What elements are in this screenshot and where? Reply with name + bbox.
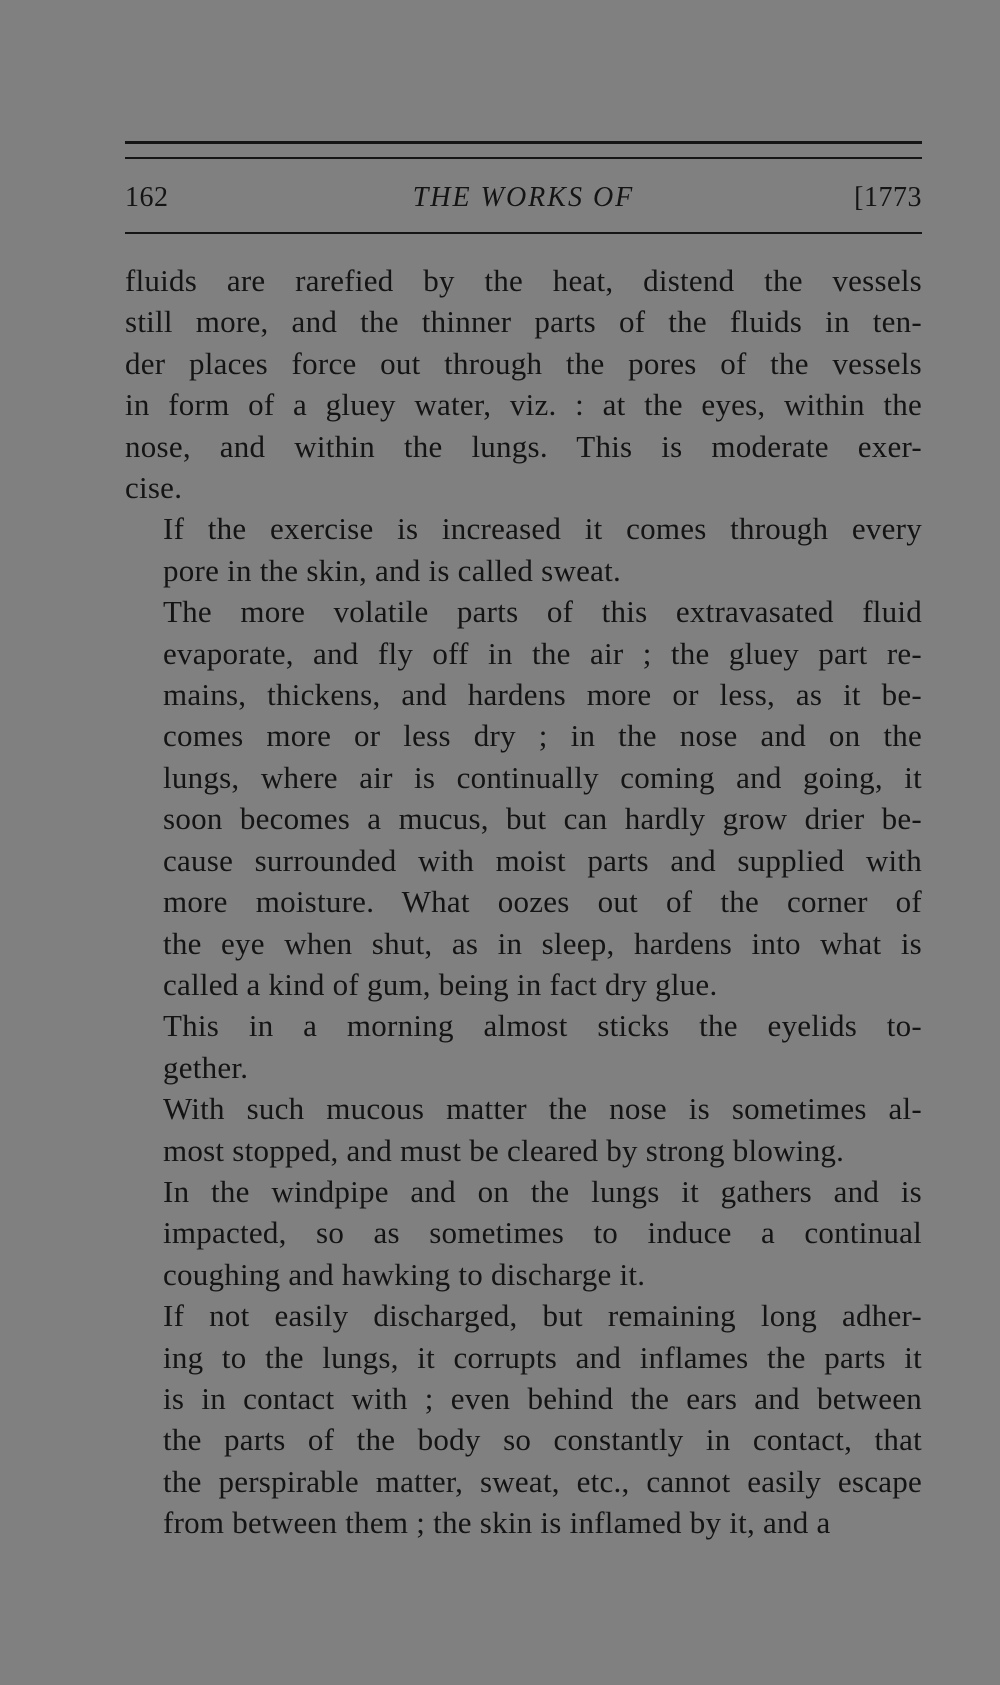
text-line: der places force out through the pores of the vessels <box>125 345 922 381</box>
text-line: most stopped, and must be cleared by strong blowing. <box>163 1132 845 1168</box>
paragraph <box>125 1171 922 1295</box>
header-rule <box>125 232 922 234</box>
text-line: the parts of the body so constantly in contact, that <box>163 1422 922 1458</box>
page-number: 162 <box>125 182 169 213</box>
text-line: The more volatile parts of this extravasated fluid <box>163 594 922 630</box>
text-line: This in a morning almost sticks the eyelids to- <box>163 1008 922 1044</box>
running-year: [1773 <box>854 182 922 213</box>
text-line: gether. <box>163 1049 249 1085</box>
running-title: THE WORKS OF <box>412 182 635 213</box>
paragraph <box>125 508 922 591</box>
text-line: soon becomes a mucus, but can hardly grow drier be- <box>163 801 922 837</box>
text-line: If not easily discharged, but remaining long adher- <box>163 1298 922 1334</box>
text-line: still more, and the thinner parts of the fluids in ten- <box>125 304 922 340</box>
text-line: lungs, where air is continually coming and going, it <box>163 759 922 795</box>
text-line: in form of a gluey water, viz. : at the eyes, within the <box>125 387 922 423</box>
paragraph <box>125 1088 922 1171</box>
top-rule <box>125 141 922 144</box>
text-line: from between them ; the skin is inflamed by it, and a <box>163 1505 831 1541</box>
text-line: cause surrounded with moist parts and supplied with <box>163 842 922 878</box>
text-line: the eye when shut, as in sleep, hardens into what is <box>163 925 922 961</box>
text-line: called a kind of gum, being in fact dry glue. <box>163 966 718 1002</box>
text-line: mains, thickens, and hardens more or less, as it be- <box>163 677 922 713</box>
text-line: If the exercise is increased it comes through every <box>163 511 922 547</box>
paragraph <box>125 1295 922 1543</box>
paragraph <box>125 260 922 508</box>
text-line: coughing and hawking to discharge it. <box>163 1256 646 1292</box>
text-line: impacted, so as sometimes to induce a continual <box>163 1215 922 1251</box>
text-line: fluids are rarefied by the heat, distend the vessels <box>125 263 922 298</box>
text-line: In the windpipe and on the lungs it gathers and is <box>163 1173 922 1209</box>
body-text <box>125 260 922 1544</box>
text-line: evaporate, and fly off in the air ; the gluey part re- <box>163 635 922 671</box>
text-line: cise. <box>125 470 183 506</box>
text-line: the perspirable matter, sweat, etc., cannot easily escape <box>163 1463 922 1499</box>
text-line: is in contact with ; even behind the ears and between <box>163 1380 922 1416</box>
text-line: comes more or less dry ; in the nose and on the <box>163 718 922 754</box>
paragraph <box>125 591 922 1005</box>
text-line: ing to the lungs, it corrupts and inflames the parts it <box>163 1339 922 1375</box>
paragraph <box>125 1005 922 1088</box>
text-line: pore in the skin, and is called sweat. <box>163 552 622 588</box>
running-head <box>125 178 922 218</box>
text-line: With such mucous matter the nose is sometimes al- <box>163 1091 922 1127</box>
top-rule-secondary <box>125 157 922 159</box>
text-line: nose, and within the lungs. This is moderate exer- <box>125 428 922 464</box>
text-line: more moisture. What oozes out of the corner of <box>163 884 922 920</box>
